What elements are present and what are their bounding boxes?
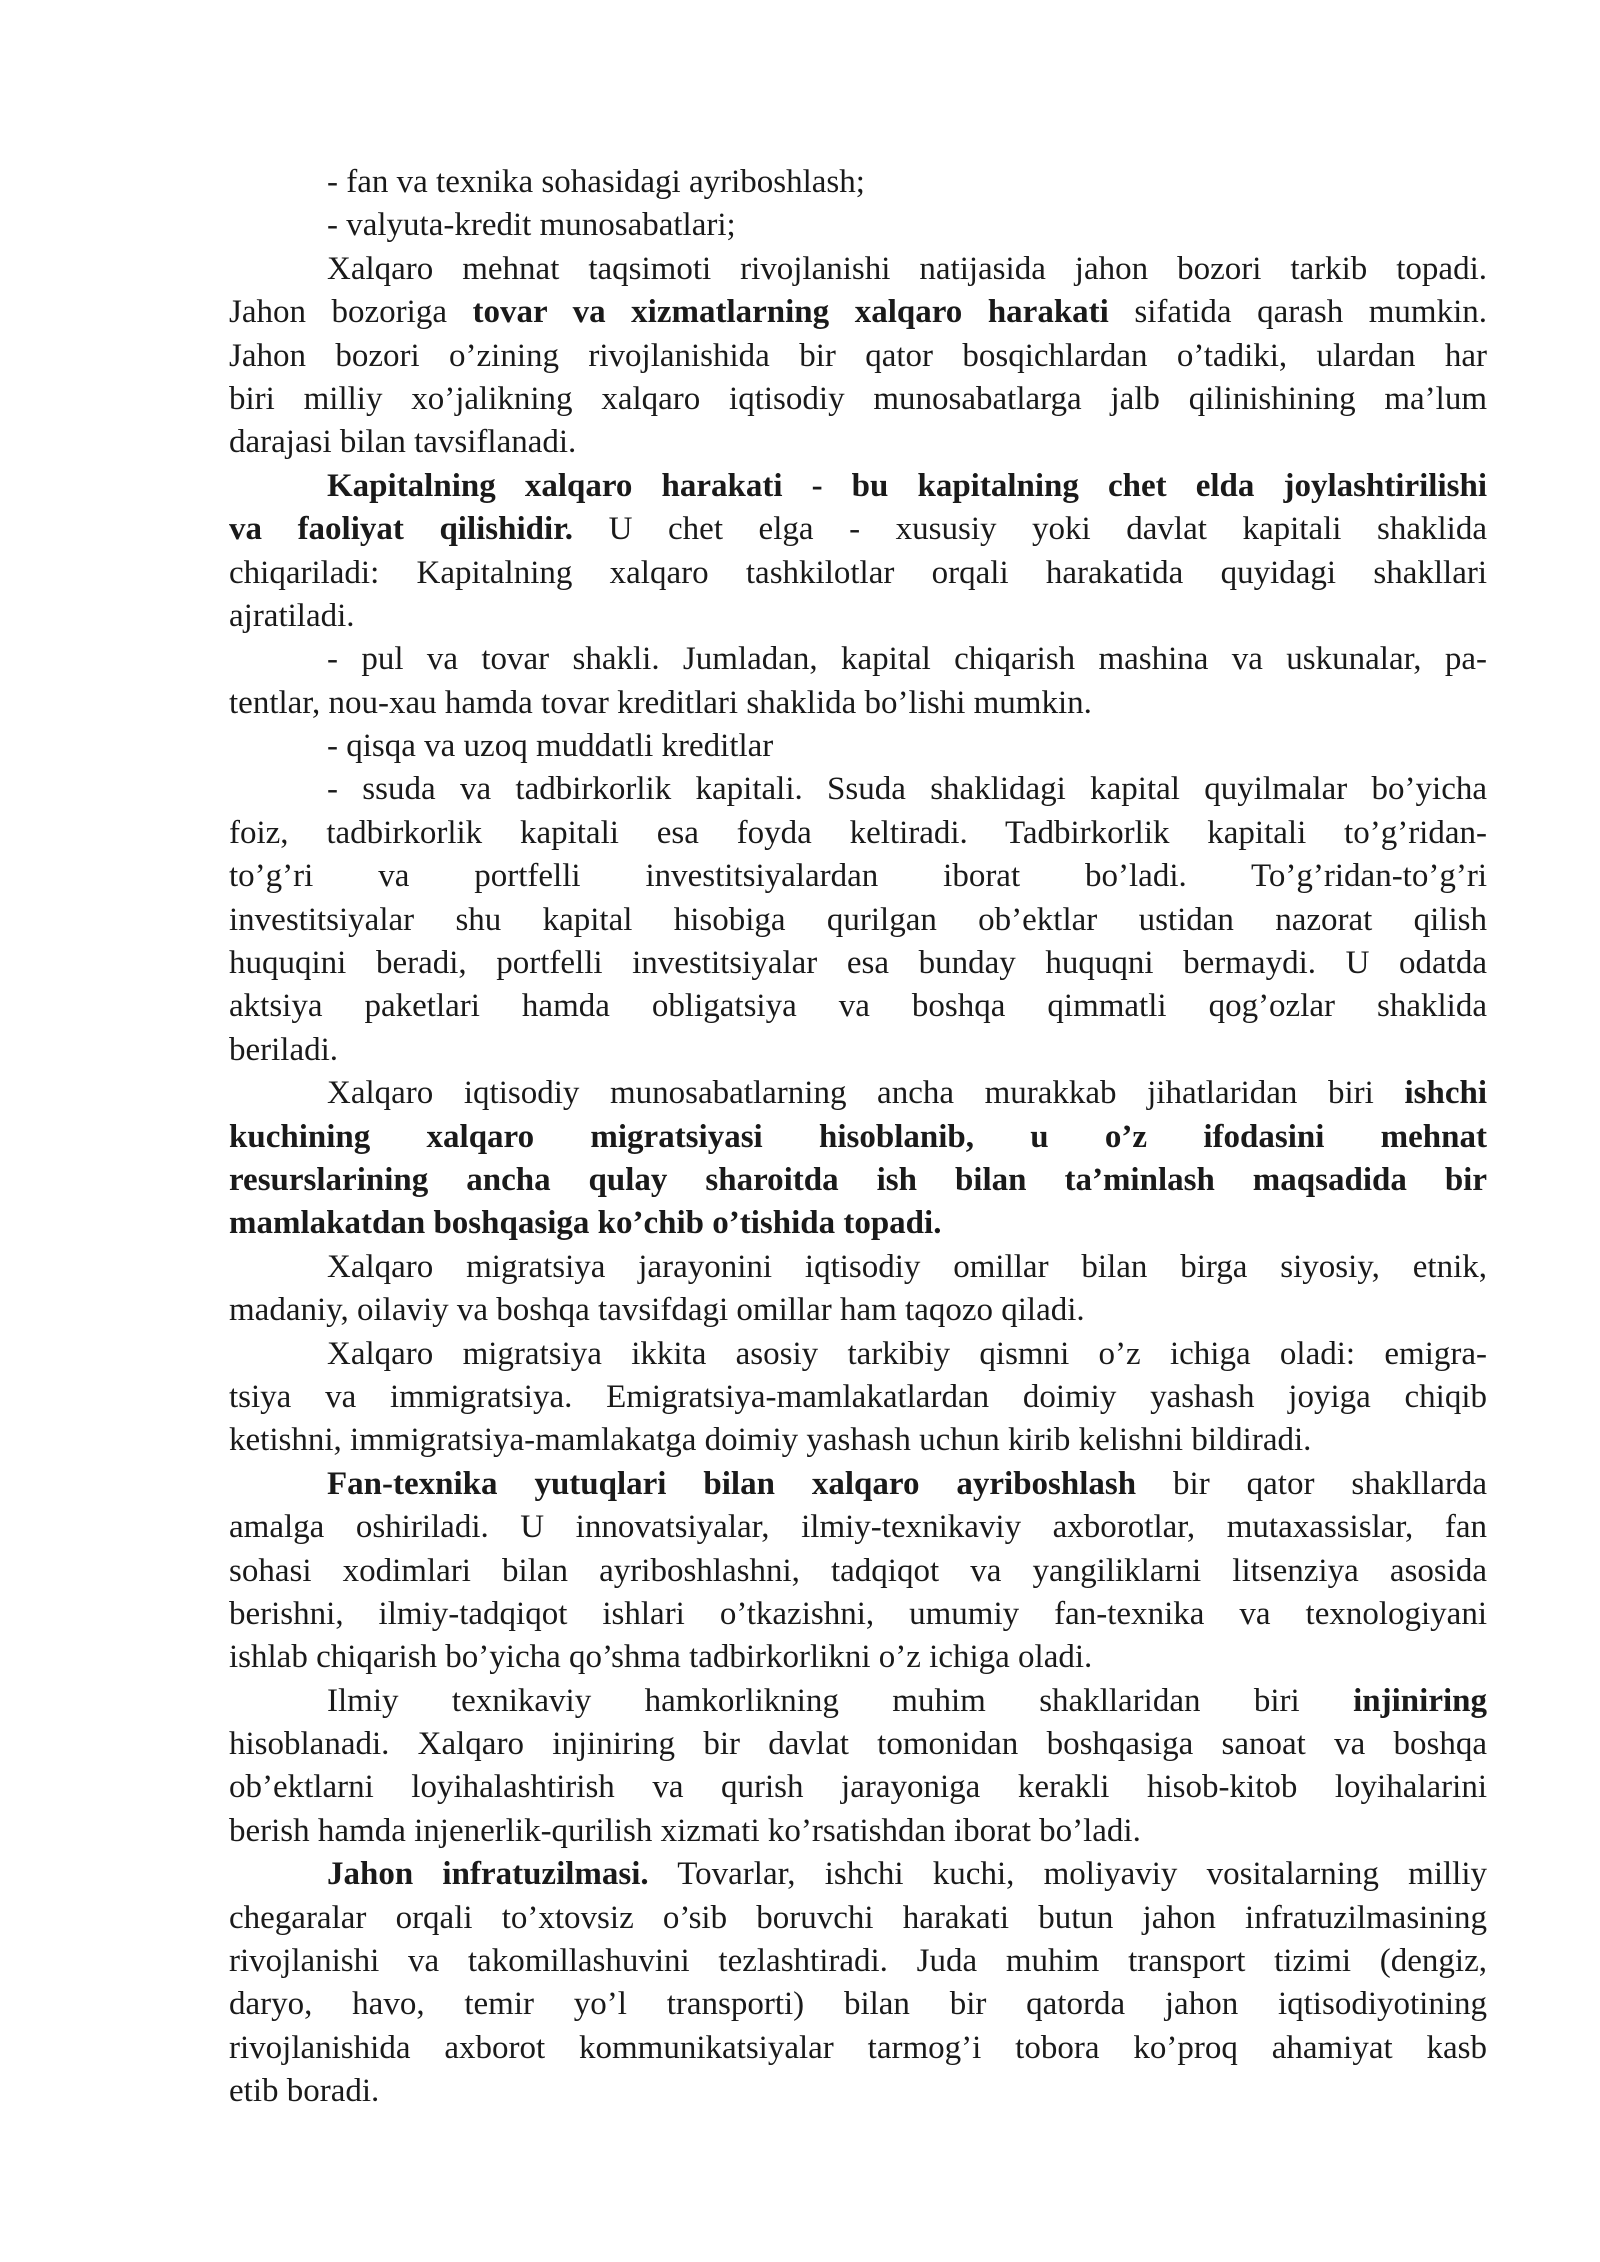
text-run: hisoblanadi. Xalqaro injiniring bir davlat tomonidan boshqasiga sanoat va boshqa: [229, 1726, 1487, 1763]
text-run: sifatida qarash mumkin.: [1108, 294, 1487, 331]
text-run: ishlab chiqarish bo’yicha qo’shma tadbirkorlikni o’z ichiga oladi.: [229, 1639, 1093, 1676]
paragraph: [229, 768, 1487, 1072]
text-run: etib boradi.: [229, 2073, 380, 2110]
text-line: [229, 1723, 1487, 1766]
text-run: biri milliy xo’jalikning xalqaro iqtisodiy munosabatlarga jalb qilinishining ma’lum: [229, 380, 1487, 417]
text-run: huquqini beradi, portfelli investitsiyalar esa bunday huquqni bermaydi. U odatda: [229, 945, 1487, 982]
text-line: [229, 1506, 1487, 1549]
paragraph: [229, 1853, 1487, 2113]
text-run: investitsiyalar shu kapital hisobiga qurilgan ob’ektlar ustidan nazorat qilish: [229, 901, 1487, 938]
bold-text-run: tovar va xizmatlarning xalqaro harakati: [472, 294, 1109, 331]
text-line: [229, 942, 1487, 985]
text-line: [229, 1376, 1487, 1419]
text-run: Jahon bozoriga: [229, 294, 473, 331]
text-run: tsiya va immigratsiya. Emigratsiya-mamlakatlardan doimiy yashash joyiga chiqib: [229, 1378, 1487, 1415]
text-line: [229, 725, 1487, 768]
text-line: [229, 855, 1487, 898]
text-line: [229, 1246, 1487, 1289]
text-line: [229, 378, 1487, 421]
bold-text-run: Kapitalning xalqaro harakati - bu kapitalning chet elda joylashtirilishi: [327, 467, 1487, 504]
paragraph: [229, 465, 1487, 639]
text-run: beriladi.: [229, 1031, 339, 1068]
paragraph: [229, 725, 1487, 768]
text-line: [229, 1202, 1487, 1245]
text-run: sohasi xodimlari bilan ayriboshlashni, tadqiqot va yangiliklarni litsenziya asosida: [229, 1552, 1487, 1589]
text-run: Xalqaro migratsiya ikkita asosiy tarkibiy qismni o’z ichiga oladi: emigra-: [327, 1335, 1487, 1372]
text-line: [229, 1550, 1487, 1593]
text-line: [229, 1333, 1487, 1376]
text-run: Xalqaro migratsiya jarayonini iqtisodiy omillar bilan birga siyosiy, etnik,: [327, 1248, 1487, 1285]
text-line: [229, 291, 1487, 334]
text-run: berish hamda injenerlik-qurilish xizmati ko’rsatishdan iborat bo’ladi.: [229, 1812, 1141, 1849]
text-run: tentlar, nou-xau hamda tovar kreditlari shaklida bo’lishi mumkin.: [229, 684, 1092, 721]
text-line: [229, 682, 1487, 725]
text-run: - ssuda va tadbirkorlik kapitali. Ssuda shaklidagi kapital quyilmalar bo’yicha: [327, 771, 1487, 808]
text-line: [229, 508, 1487, 551]
paragraph: [229, 1072, 1487, 1246]
text-run: amalga oshiriladi. U innovatsiyalar, ilmiy-texnikaviy axborotlar, mutaxassislar, fan: [229, 1509, 1487, 1546]
text-run: ob’ektlarni loyihalashtirish va qurish jarayoniga kerakli hisob-kitob loyihalarini: [229, 1769, 1487, 1806]
text-line: [229, 768, 1487, 811]
text-run: aktsiya paketlari hamda obligatsiya va boshqa qimmatli qog’ozlar shaklida: [229, 988, 1487, 1025]
paragraph: [229, 161, 1487, 204]
text-line: [229, 638, 1487, 681]
text-run: madaniy, oilaviy va boshqa tavsifdagi omillar ham taqozo qiladi.: [229, 1292, 1085, 1329]
text-run: darajasi bilan tavsiflanadi.: [229, 424, 577, 461]
text-run: ajratiladi.: [229, 597, 355, 634]
bold-text-run: ishchi: [1404, 1075, 1487, 1112]
text-run: - fan va texnika sohasidagi ayriboshlash;: [327, 164, 865, 200]
text-run: - valyuta-kredit munosabatlari;: [327, 207, 736, 244]
text-line: [229, 1897, 1487, 1940]
text-line: [229, 1680, 1487, 1723]
text-line: [229, 465, 1487, 508]
text-run: bir qator shakllarda: [1136, 1465, 1487, 1502]
bold-text-run: mamlakatdan boshqasiga ko’chib o’tishida topadi.: [229, 1205, 942, 1242]
paragraph: [229, 1333, 1487, 1463]
text-line: [229, 1463, 1487, 1506]
text-run: rivojlanishi va takomillashuvini tezlashtiradi. Juda muhim transport tizimi (dengiz,: [229, 1943, 1487, 1980]
text-line: [229, 335, 1487, 378]
bold-text-run: Fan-texnika yutuqlari bilan xalqaro ayriboshlash: [327, 1465, 1137, 1502]
paragraph: [229, 1680, 1487, 1854]
bold-text-run: va faoliyat qilishidir.: [229, 511, 574, 548]
text-line: [229, 1810, 1487, 1853]
text-line: [229, 1072, 1487, 1115]
text-run: U chet elga - xususiy yoki davlat kapitali shaklida: [573, 511, 1487, 548]
text-line: [229, 2027, 1487, 2070]
text-run: chiqariladi: Kapitalning xalqaro tashkilotlar orqali harakatida quyidagi shakllari: [229, 554, 1487, 591]
text-run: ketishni, immigratsiya-mamlakatga doimiy yashash uchun kirib kelishni bildiradi.: [229, 1422, 1312, 1459]
text-run: foiz, tadbirkorlik kapitali esa foyda keltiradi. Tadbirkorlik kapitali to’g’ridan-: [229, 814, 1487, 851]
text-line: [229, 1636, 1487, 1679]
text-run: Xalqaro mehnat taqsimoti rivojlanishi natijasida jahon bozori tarkib topadi.: [327, 250, 1487, 287]
text-line: [229, 1289, 1487, 1332]
bold-text-run: injiniring: [1353, 1682, 1487, 1719]
text-line: [229, 1940, 1487, 1983]
text-line: [229, 1983, 1487, 2026]
text-line: [229, 1853, 1487, 1896]
bold-text-run: resurslarining ancha qulay sharoitda ish bilan ta’minlash maqsadida bir: [229, 1161, 1487, 1198]
text-run: daryo, havo, temir yo’l transporti) bilan bir qatorda jahon iqtisodiyotining: [229, 1986, 1487, 2023]
text-line: [229, 421, 1487, 464]
paragraph: [229, 204, 1487, 247]
text-run: Xalqaro iqtisodiy munosabatlarning ancha murakkab jihatlaridan biri: [327, 1075, 1405, 1112]
text-line: [229, 248, 1487, 291]
text-run: to’g’ri va portfelli investitsiyalardan iborat bo’ladi. To’g’ridan-to’g’ri: [229, 858, 1487, 895]
text-line: [229, 1593, 1487, 1636]
text-run: - qisqa va uzoq muddatli kreditlar: [327, 728, 774, 765]
text-line: [229, 1419, 1487, 1462]
text-run: berishni, ilmiy-tadqiqot ishlari o’tkazishni, umumiy fan-texnika va texnologiyani: [229, 1595, 1487, 1632]
text-line: [229, 1159, 1487, 1202]
text-line: [229, 552, 1487, 595]
text-run: Ilmiy texnikaviy hamkorlikning muhim shakllaridan biri: [327, 1682, 1354, 1719]
text-line: [229, 595, 1487, 638]
text-line: [229, 1116, 1487, 1159]
text-run: Tovarlar, ishchi kuchi, moliyaviy vositalarning milliy: [648, 1856, 1487, 1893]
text-line: [229, 1766, 1487, 1809]
text-line: [229, 204, 1487, 247]
text-run: rivojlanishida axborot kommunikatsiyalar tarmog’i tobora ko’proq ahamiyat kasb: [229, 2029, 1487, 2066]
paragraph: [229, 638, 1487, 725]
bold-text-run: kuchining xalqaro migratsiyasi hisoblanib, u o’z ifodasini mehnat: [229, 1118, 1487, 1155]
text-run: - pul va tovar shakli. Jumladan, kapital chiqarish mashina va uskunalar, pa-: [327, 641, 1487, 678]
text-line: [229, 985, 1487, 1028]
text-line: [229, 812, 1487, 855]
paragraph: [229, 248, 1487, 465]
bold-text-run: Jahon infratuzilmasi.: [327, 1856, 649, 1893]
paragraph: [229, 1463, 1487, 1680]
text-run: Jahon bozori o’zining rivojlanishida bir qator bosqichlardan o’tadiki, ulardan har: [229, 337, 1487, 374]
text-line: [229, 161, 1487, 204]
paragraph: [229, 1246, 1487, 1333]
text-line: [229, 899, 1487, 942]
text-run: chegaralar orqali to’xtovsiz o’sib boruvchi harakati butun jahon infratuzilmasining: [229, 1899, 1487, 1936]
text-line: [229, 1029, 1487, 1072]
text-line: [229, 2070, 1487, 2113]
document-page: [229, 161, 1487, 2114]
